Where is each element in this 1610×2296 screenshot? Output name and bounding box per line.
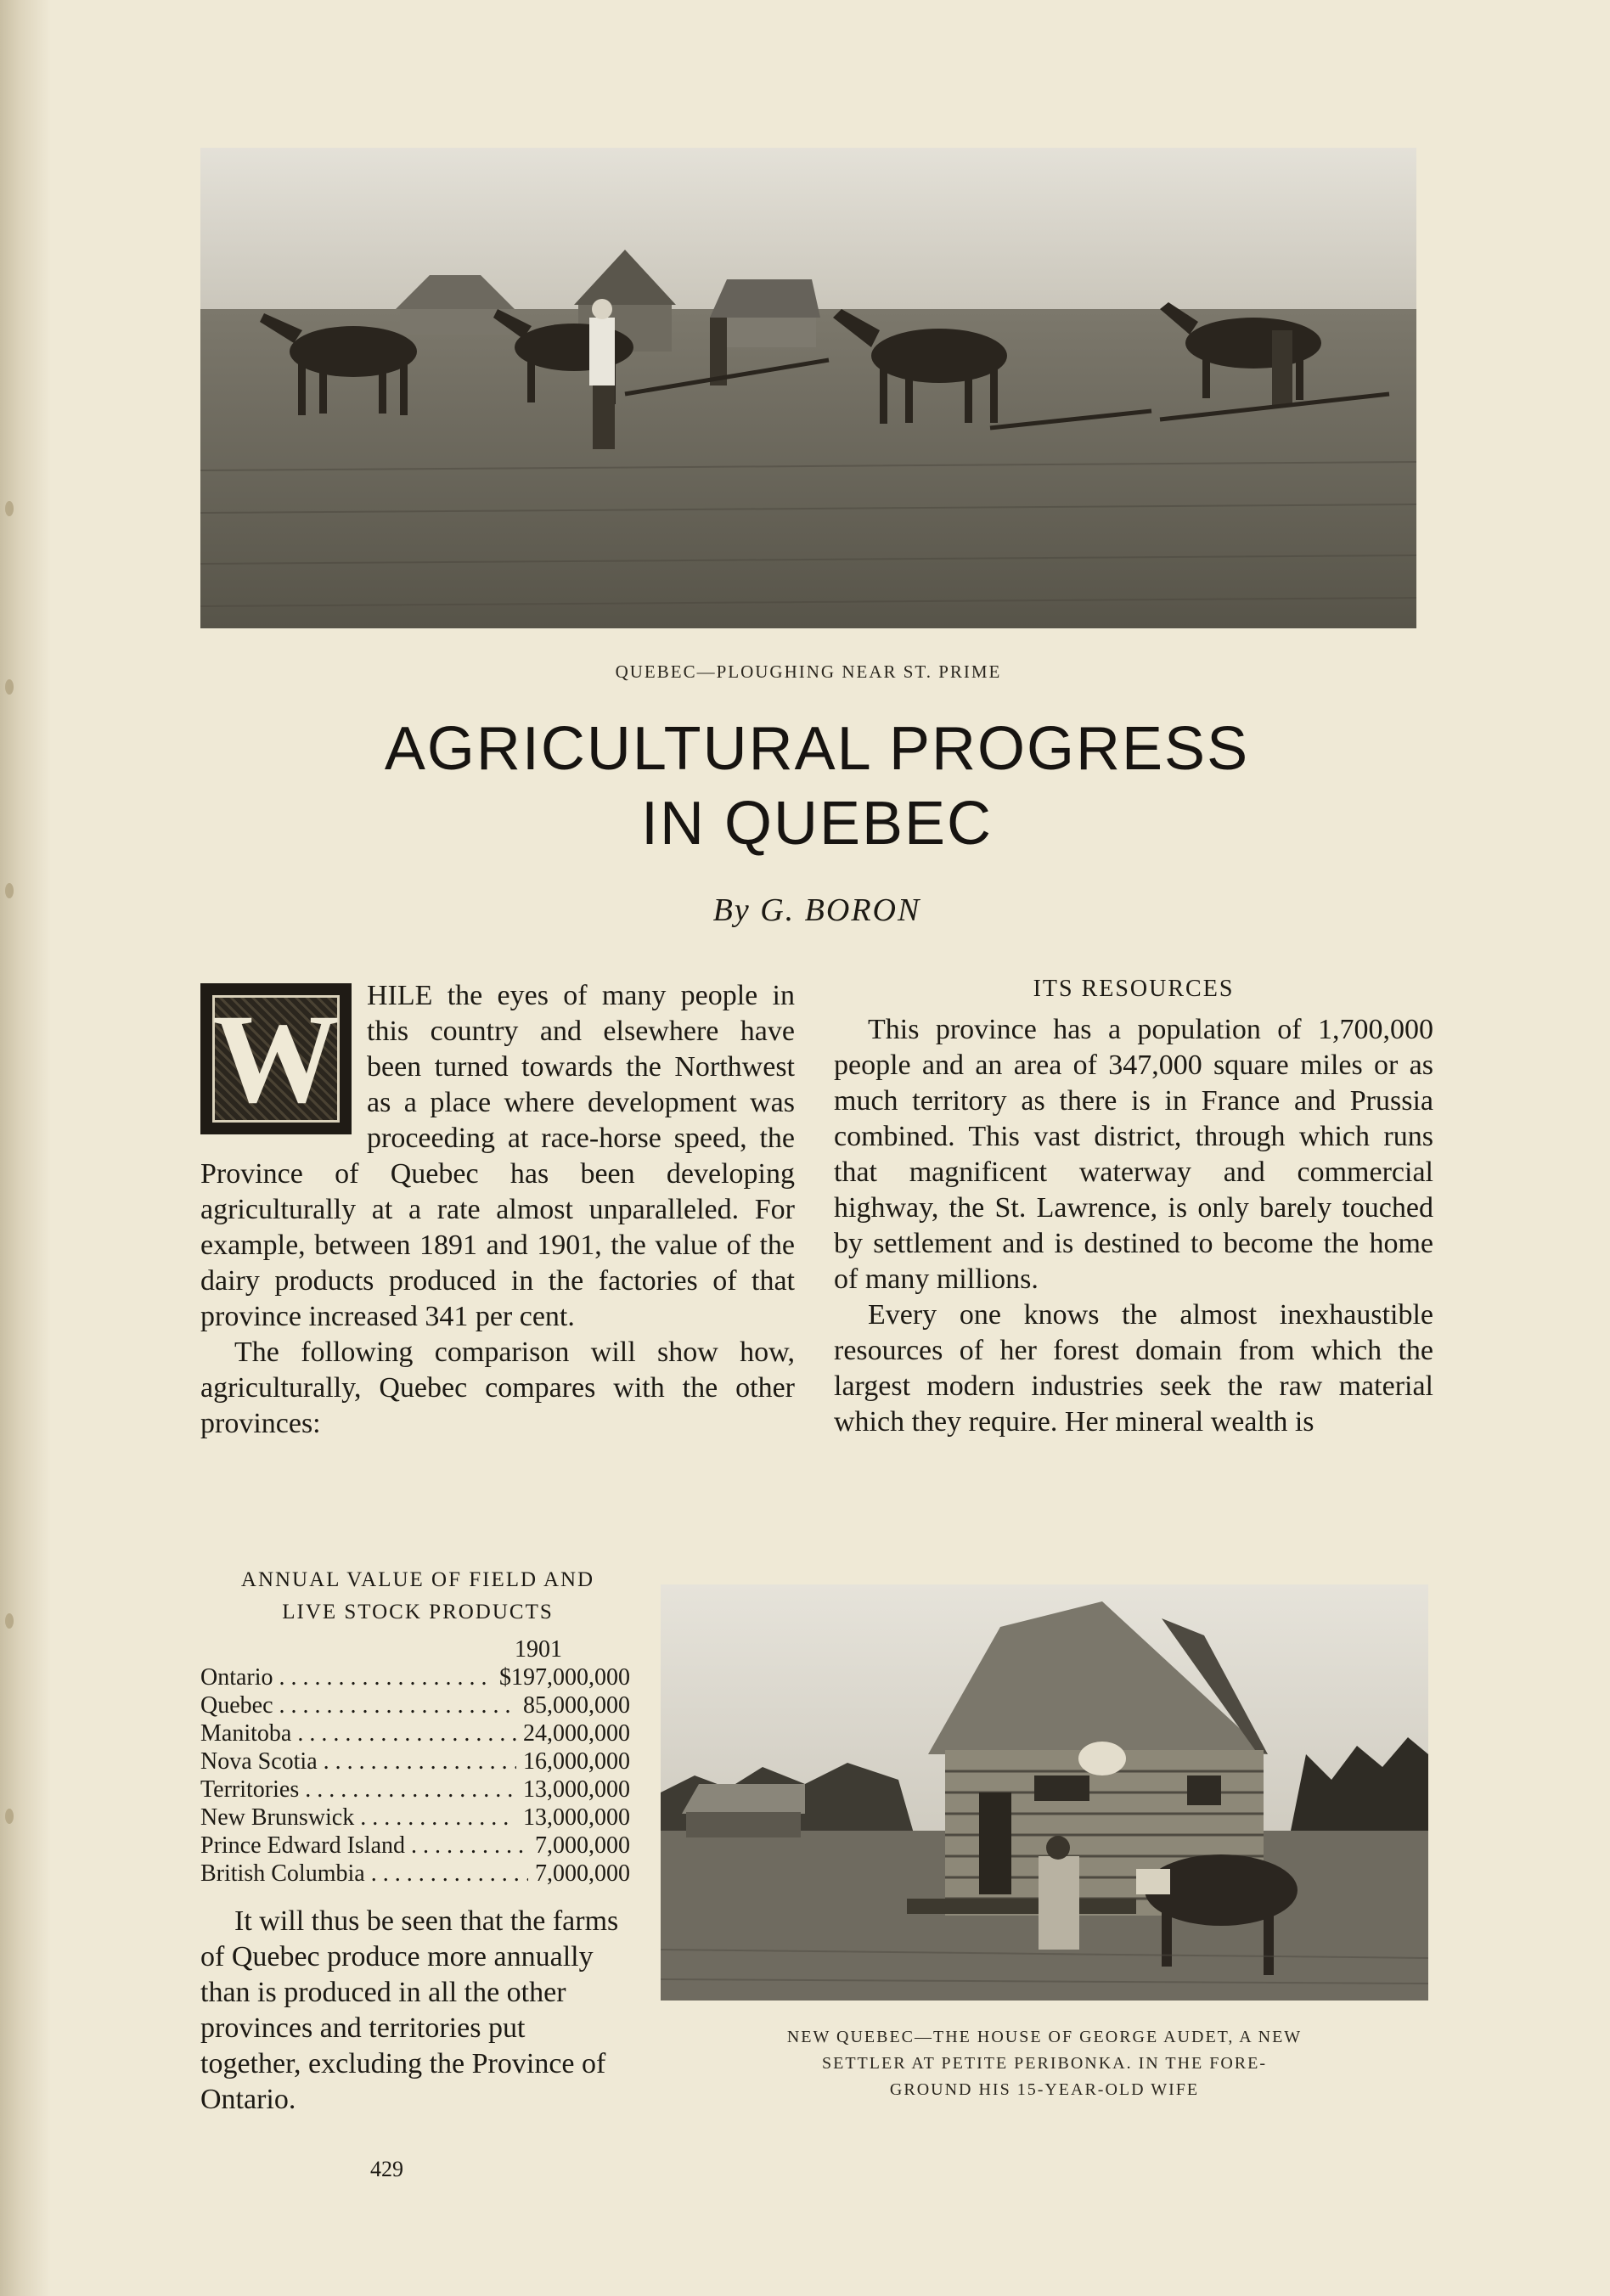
resources-paragraph: This province has a population of 1,700,000 people and an area of 347,000 square miles or as much territory as there is in France and Prussia combined. This vast district, through which runs that magnificent waterway and commercial highway, the St. Lawrence, is only barely touched by settlement and is destined to become the home of many millions.	[834, 1014, 1433, 1295]
province-name: Ontario . . .	[200, 1663, 493, 1691]
page-number: 429	[370, 2157, 403, 2181]
forest-paragraph: Every one knows the almost inexhaustible resources of her forest domain from which the largest modern industries seek the raw material which they require. Her mineral wealth is	[834, 1299, 1433, 1438]
binding-mark	[5, 883, 14, 898]
binding-mark	[5, 1809, 14, 1824]
table-row	[200, 1691, 630, 1719]
province-value: 16,000,000	[516, 1747, 630, 1775]
left-column	[200, 978, 795, 1442]
province-name: Quebec . . .	[200, 1691, 516, 1719]
table-heading-line-1: ANNUAL VALUE OF FIELD AND	[240, 1568, 595, 1591]
title-line-2: IN QUEBEC	[640, 790, 994, 858]
intro-paragraph: HILE the eyes of many people in this country and elsewhere have been turned towards the Northwest as a place where development was proceeding at race-horse speed, the Province of Quebec has been developing agriculturally at a rate almost unparalleled. For example, between 1891 and 1901, the value of the dairy products produced in the factories of that province increased 341 per cent.	[200, 980, 795, 1332]
table-row	[200, 1804, 630, 1832]
table-row	[200, 1719, 630, 1747]
province-value: 7,000,000	[528, 1832, 630, 1860]
conclusion-text: It will thus be seen that the farms of Quebec produce more annually than is produced in all the other provinces and territories put together, excluding the Province of Ontario.	[200, 1905, 619, 2115]
binding-mark	[5, 1613, 14, 1629]
section-heading: ITS RESOURCES	[1033, 976, 1235, 1002]
log-house-photo	[661, 1584, 1428, 2001]
province-name: British Columbia . . .	[200, 1860, 528, 1888]
province-value: 13,000,000	[516, 1775, 630, 1804]
bottom-caption-line-2: SETTLER AT PETITE PERIBONKA. IN THE FORE-	[821, 2054, 1268, 2073]
title-line-1: AGRICULTURAL PROGRESS	[384, 715, 1250, 783]
province-name: Territories . . .	[200, 1775, 516, 1804]
province-value: 85,000,000	[516, 1691, 630, 1719]
province-value: 7,000,000	[528, 1860, 630, 1888]
binding-mark	[5, 501, 14, 516]
conclusion-paragraph	[200, 1904, 628, 2118]
bottom-caption-line-1: NEW QUEBEC—THE HOUSE OF GEORGE AUDET, A NEW	[786, 2028, 1303, 2046]
binding-mark	[5, 679, 14, 695]
byline: By G. BORON	[712, 892, 921, 928]
province-name: Nova Scotia . . .	[200, 1747, 516, 1775]
top-photo-caption: QUEBEC—PLOUGHING NEAR ST. PRIME	[615, 661, 1002, 682]
table-row	[200, 1775, 630, 1804]
province-name: Prince Edward Island . . .	[200, 1832, 528, 1860]
drop-cap-letter: W	[212, 988, 340, 1129]
article-title	[200, 712, 1433, 861]
ploughing-photo	[200, 148, 1416, 628]
table-rows	[200, 1663, 630, 1888]
table-heading	[200, 1564, 635, 1629]
province-value: 13,000,000	[516, 1804, 630, 1832]
table-row	[200, 1747, 630, 1775]
products-value-table	[200, 1635, 630, 1888]
province-name: New Brunswick . . .	[200, 1804, 516, 1832]
table-row	[200, 1832, 630, 1860]
bottom-photo-caption	[661, 2024, 1428, 2103]
comparison-lead-paragraph: The following comparison will show how, agriculturally, Quebec compares with the other provinces:	[200, 1337, 795, 1439]
province-value: 24,000,000	[516, 1719, 630, 1747]
right-column	[834, 971, 1433, 1440]
province-value: $197,000,000	[493, 1663, 630, 1691]
province-name: Manitoba . . .	[200, 1719, 516, 1747]
book-spine-shadow	[0, 0, 51, 2296]
table-row	[200, 1663, 630, 1691]
table-row	[200, 1860, 630, 1888]
bottom-caption-line-3: GROUND HIS 15-YEAR-OLD WIFE	[889, 2080, 1200, 2099]
table-year-header: 1901	[515, 1636, 562, 1663]
table-heading-line-2: LIVE STOCK PRODUCTS	[282, 1601, 554, 1624]
ornamental-drop-cap	[200, 983, 352, 1134]
